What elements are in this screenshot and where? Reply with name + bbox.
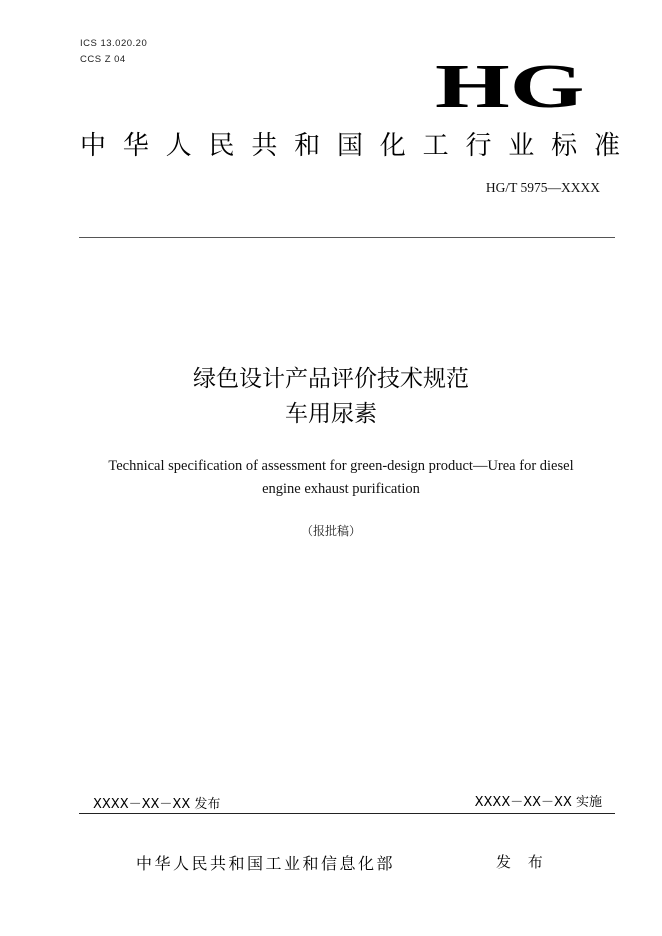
ccs-code: CCS Z 04 [80,54,126,65]
title-en-line: engine exhaust purification [262,481,420,497]
draft-status: （报批稿） [300,524,361,538]
category-char: 人 [165,131,192,161]
issuing-authority: 中华人民共和国工业和信息化部 [136,854,396,873]
standard-number: HG/T 5975—XXXX [485,180,600,195]
category-char: 行 [465,131,492,161]
category-char: 化 [379,131,406,161]
category-char: 中 [80,131,107,161]
classification-codes [80,36,147,68]
category-char: 准 [593,131,620,161]
footer-divider [79,813,615,814]
standard-category-title [80,126,620,166]
hg-logo: HG [434,53,584,121]
implementation-date: XXXX－XX－XX 实施 [474,795,602,810]
category-char: 国 [336,131,363,161]
category-char: 共 [251,131,278,161]
issuing-action: 发 布 [496,853,549,871]
category-char: 标 [551,131,578,161]
category-char: 工 [422,131,449,161]
category-char: 华 [122,131,149,161]
issue-date: XXXX－XX－XX 发布 [93,797,221,812]
document-title-cn: 绿色设计产品评价技术规范 [193,366,469,392]
category-char: 业 [508,131,535,161]
category-char: 民 [208,131,235,161]
ics-code: ICS 13.020.20 [80,38,148,49]
document-subtitle-cn: 车用尿素 [285,401,377,427]
header-divider [79,237,615,238]
title-en-line: Technical specification of assessment for green-design product—Urea for diesel [108,458,574,474]
category-char: 和 [294,131,321,161]
document-title-en [70,455,612,501]
